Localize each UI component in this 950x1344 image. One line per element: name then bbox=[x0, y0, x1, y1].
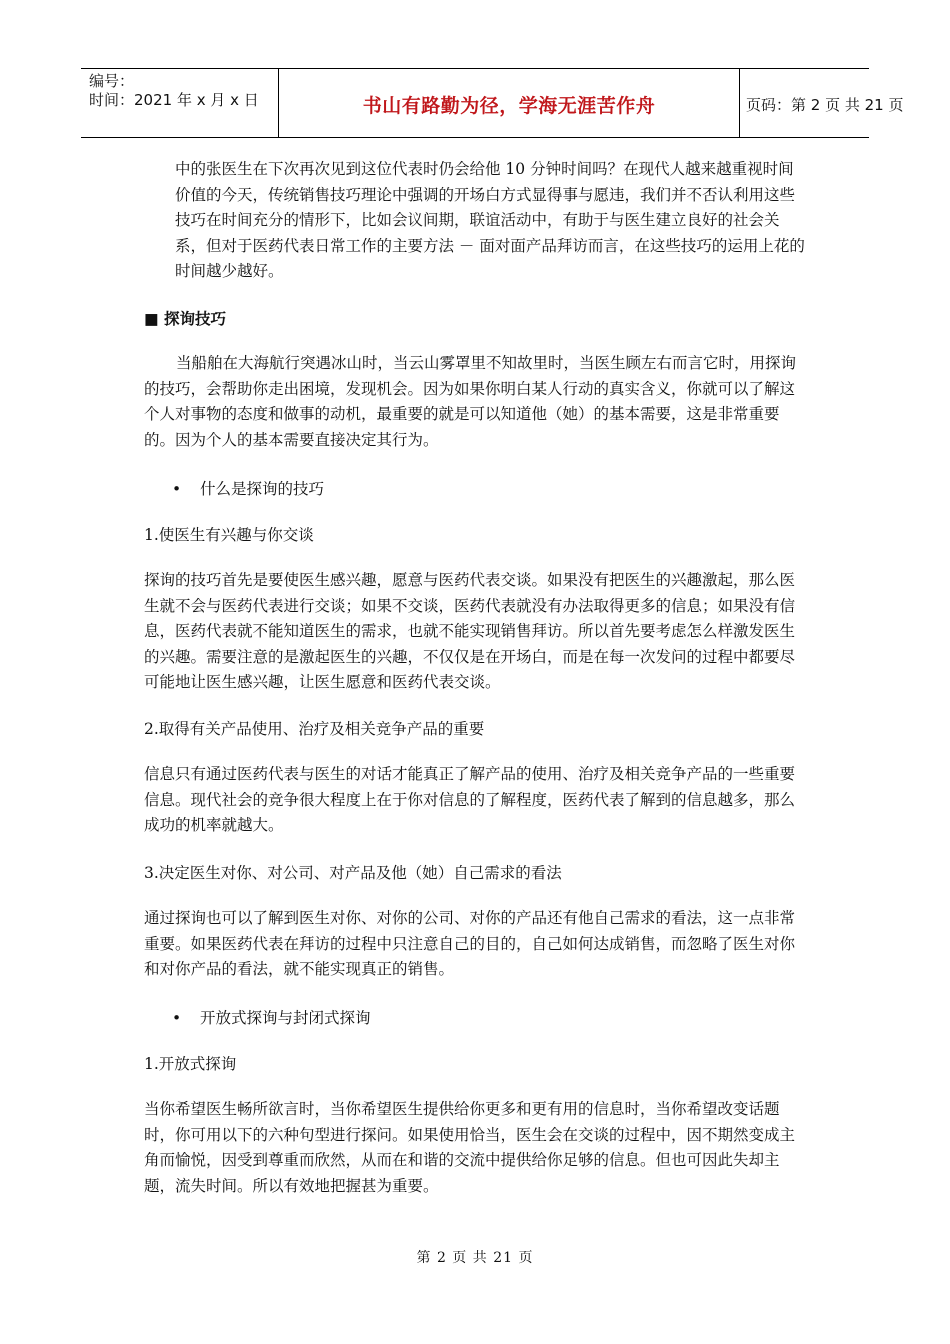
body-paragraph: 探询的技巧首先是要使医生感兴趣，愿意与医药代表交谈。如果没有把医生的兴趣激起，那么医生就不会与医药代表进行交谈；如果不交谈，医药代表就没有办法取得更多的信息；如果没有信息，医药代表就不能知道医生的需求，也就不能实现销售拜访。所以首先要考虑怎么样激发医生的兴趣。需要注意的是激起医生的兴趣，不仅仅是在开场白，而是在每一次发问的过程中都要尽可能地让医生感兴趣，让医生愿意和医药代表交谈。 bbox=[144, 571, 796, 691]
bullet-dot-icon: • bbox=[172, 1009, 182, 1027]
subheading: 1.开放式探询 bbox=[144, 1055, 237, 1073]
bullet-label: 开放式探询与封闭式探询 bbox=[200, 1009, 371, 1027]
bullet-item bbox=[172, 477, 324, 499]
subheading: 3.决定医生对你、对公司、对产品及他（她）自己需求的看法 bbox=[144, 864, 562, 882]
document-date: 时间：2021 年 x 月 x 日 bbox=[89, 91, 259, 109]
header-motto-cell bbox=[278, 69, 740, 137]
section-heading: ■ 探询技巧 bbox=[144, 310, 227, 328]
subheading: 2.取得有关产品使用、治疗及相关竞争产品的重要 bbox=[144, 720, 485, 738]
body-paragraph: 当你希望医生畅所欲言时，当你希望医生提供给你更多和更有用的信息时，当你希望改变话题时，你可用以下的六种句型进行探问。如果使用恰当，医生会在交谈的过程中，因不期然变成主角而愉悦，因受到尊重而欣然，从而在和谐的交流中提供给你足够的信息。但也可因此失却主题，流失时间。所以有效地把握甚为重要。 bbox=[144, 1100, 796, 1195]
bullet-dot-icon: • bbox=[172, 480, 182, 498]
document-number-label: 编号： bbox=[89, 72, 135, 90]
continuation-paragraph: 中的张医生在下次再次见到这位代表时仍会给他 10 分钟时间吗？在现代人越来越重视时间价值的今天，传统销售技巧理论中强调的开场白方式显得事与愿违，我们并不否认利用这些技巧在时间充分的情形下，比如会议间期，联谊活动中，有助于与医生建立良好的社会关系，但对于医药代表日常工作的主要方法 － 面对面产品拜访而言，在这些技巧的运用上花的时间越少越好。 bbox=[175, 160, 805, 280]
document-header bbox=[81, 68, 904, 138]
header-page-cell bbox=[739, 69, 904, 137]
body-paragraph: 通过探询也可以了解到医生对你、对你的公司、对你的产品还有他自己需求的看法，这一点非常重要。如果医药代表在拜访的过程中只注意自己的目的，自己如何达成销售，而忽略了医生对你和对你产品的看法，就不能实现真正的销售。 bbox=[144, 909, 796, 978]
header-page-info: 页码：第 2 页 共 21 页 bbox=[746, 96, 904, 114]
header-left-cell bbox=[81, 69, 278, 137]
bullet-label: 什么是探询的技巧 bbox=[200, 480, 325, 498]
subheading: 1.使医生有兴趣与你交谈 bbox=[144, 526, 314, 544]
body-paragraph: 信息只有通过医药代表与医生的对话才能真正了解产品的使用、治疗及相关竞争产品的一些重要信息。现代社会的竞争很大程度上在于你对信息的了解程度，医药代表了解到的信息越多，那么成功的机率就越大。 bbox=[144, 765, 796, 834]
header-motto: 书山有路勤为径，学海无涯苦作舟 bbox=[362, 95, 656, 117]
bullet-item bbox=[172, 1006, 371, 1028]
intro-paragraph: 当船舶在大海航行突遇冰山时，当云山雾罩里不知故里时，当医生顾左右而言它时，用探询的技巧，会帮助你走出困境，发现机会。因为如果你明白某人行动的真实含义，你就可以了解这个人对事物的态度和做事的动机，最重要的就是可以知道他（她）的基本需要，这是非常重要的。因为个人的基本需要直接决定其行为。 bbox=[144, 354, 797, 449]
page-footer: 第 2 页 共 21 页 bbox=[416, 1250, 534, 1266]
